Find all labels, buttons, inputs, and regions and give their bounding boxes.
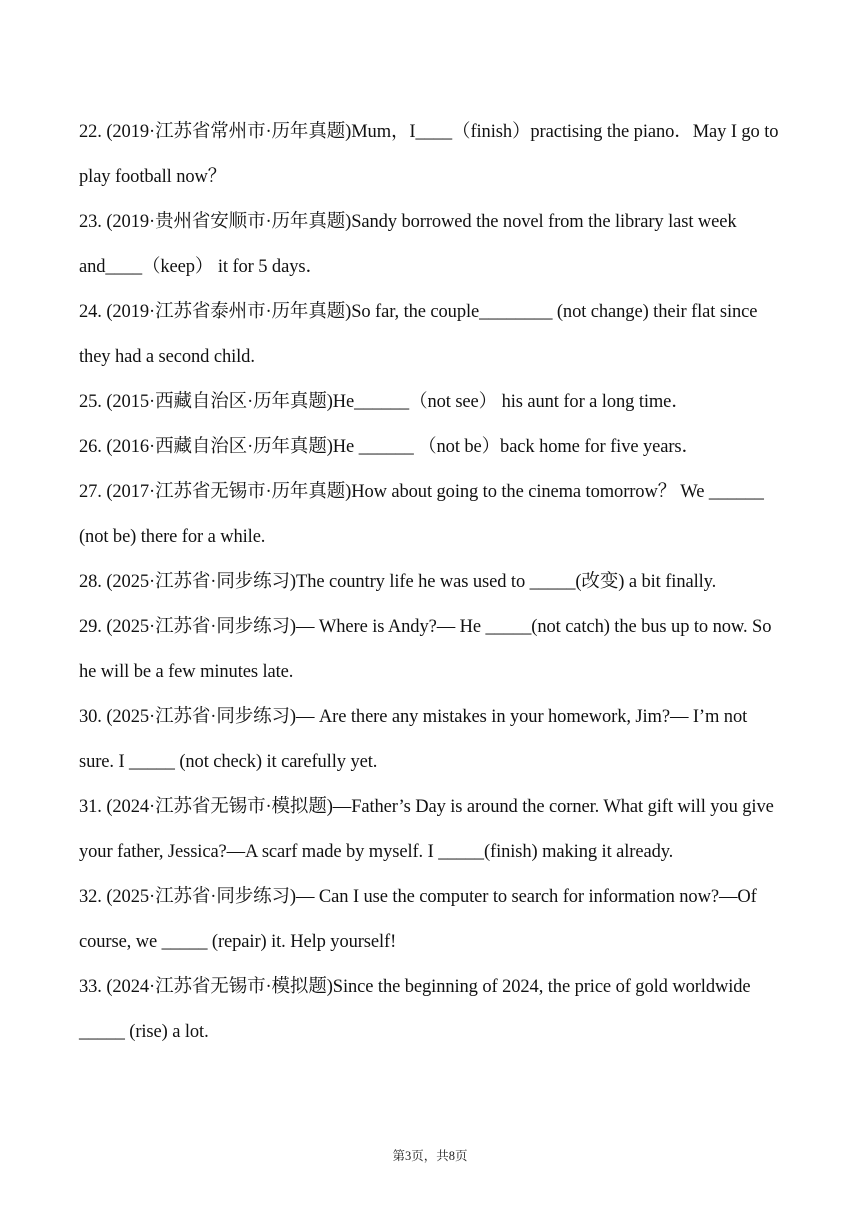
question-28: 28. (2025·江苏省·同步练习)The country life he was used to _____(改变) a bit finally. bbox=[79, 572, 717, 592]
question-23: 23. (2019·贵州省安顺市·历年真题)Sandy borrowed the novel from the library last week and____（keep） it for 5 days． bbox=[79, 212, 737, 277]
question-27: 27. (2017·江苏省无锡市·历年真题)How about going to the cinema tomorrow？ We ______ (not be) there for a while. bbox=[79, 482, 764, 547]
question-32: 32. (2025·江苏省·同步练习)— Can I use the computer to search for information now?—Of course, we _____ (repair) it. Help yourself! bbox=[79, 887, 757, 952]
question-26: 26. (2016·西藏自治区·历年真题)He ______ （not be）back home for five years． bbox=[79, 437, 700, 457]
question-22: 22. (2019·江苏省常州市·历年真题)Mum，I____（finish）practising the piano．May I go to play football now？ bbox=[79, 122, 779, 187]
question-33: 33. (2024·江苏省无锡市·模拟题)Since the beginning of 2024, the price of gold worldwide _____ (rise) a lot. bbox=[79, 977, 751, 1042]
question-25: 25. (2015·西藏自治区·历年真题)He______（not see） his aunt for a long time． bbox=[79, 392, 690, 412]
question-list bbox=[79, 110, 784, 1055]
page-number: 第3页，共8页 bbox=[392, 1149, 468, 1163]
question-31: 31. (2024·江苏省无锡市·模拟题)—Father’s Day is around the corner. What gift will you give your father, Jessica?—A scarf made by myself. I _____(finish) making it already. bbox=[79, 797, 774, 862]
question-30: 30. (2025·江苏省·同步练习)— Are there any mistakes in your homework, Jim?— I’m not sure. I _____ (not check) it carefully yet. bbox=[79, 707, 748, 772]
question-24: 24. (2019·江苏省泰州市·历年真题)So far, the couple________ (not change) their flat since they had a second child. bbox=[79, 302, 758, 367]
question-29: 29. (2025·江苏省·同步练习)— Where is Andy?— He _____(not catch) the bus up to now. So he will be a few minutes late. bbox=[79, 617, 772, 682]
